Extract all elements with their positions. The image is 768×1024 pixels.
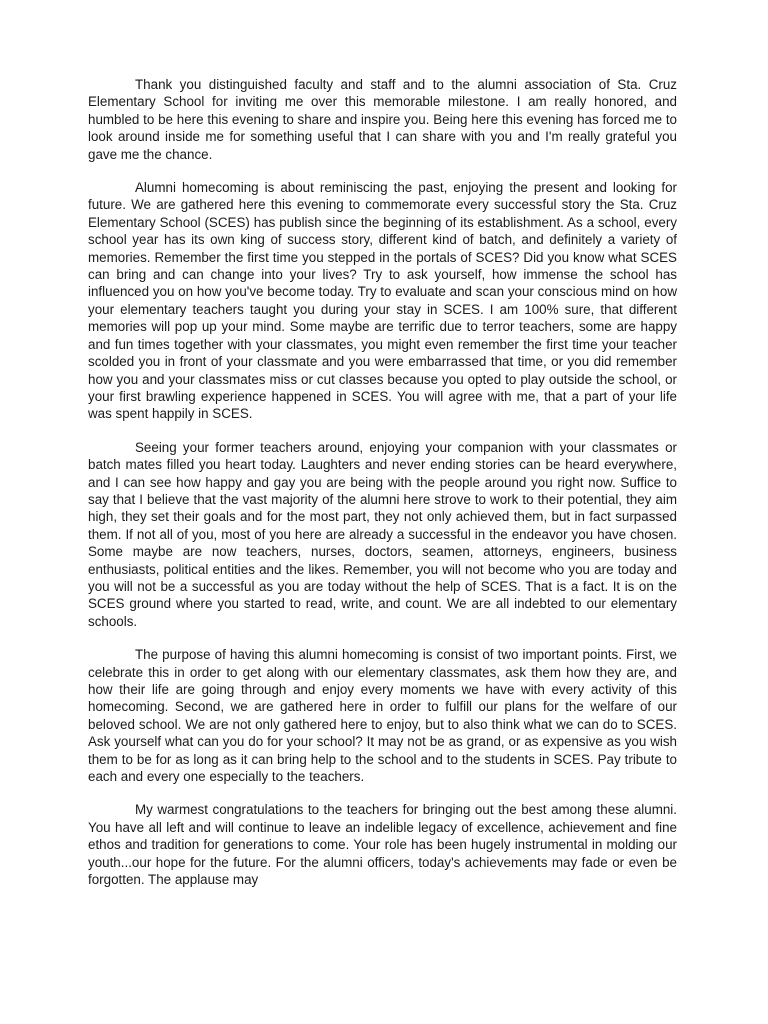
paragraph-purpose: The purpose of having this alumni homecoming is consist of two important points. First, we celebrate this in order to get along with our elementary classmates, ask them how they are, and how their life are going through and enjoy every moments we have with every activity of this homecoming. Second, we are gathered here in order to fulfill our plans for the welfare of our beloved school. We are not only gathered here to enjoy, but to also think what we can do to SCES. Ask yourself what can you do for your school? It may not be as grand, or as expensive as you wish them to be for as long as it can bring help to the school and to the students in SCES. Pay tribute to each and every one especially to the teachers. bbox=[88, 647, 677, 785]
paragraph-thank-you: Thank you distinguished faculty and staff and to the alumni association of Sta. Cruz Elementary School for inviting me over this memorable milestone. I am really honored, and humbled to be here this evening to share and inspire you. Being here this evening has forced me to look around inside me for something useful that I can share with you and I'm really grateful you gave me the chance. bbox=[88, 77, 677, 162]
paragraph-former-teachers: Seeing your former teachers around, enjoying your companion with your classmates or batch mates filled you heart today. Laughters and never ending stories can be heard everywhere, and I can see how happy and gay you are being with the people around you right now. Suffice to say that I believe that the vast majority of the alumni here strove to work to their potential, they aim high, they set their goals and for the most part, they not only achieved them, but in fact surpassed them. If not all of you, most of you here are already a successful in the endeavor you have chosen. Some maybe are now teachers, nurses, doctors, seamen, attorneys, engineers, business enthusiasts, political entities and the likes. Remember, you will not become who you are today and you will not be a successful as you are today without the help of SCES. That is a fact. It is on the SCES ground where you started to read, write, and count. We are all indebted to our elementary schools. bbox=[88, 439, 677, 629]
speech-body bbox=[88, 76, 677, 904]
paragraph-homecoming: Alumni homecoming is about reminiscing the past, enjoying the present and looking for future. We are gathered here this evening to commemorate every successful story the Sta. Cruz Elementary School (SCES) has publish since the beginning of its establishment. As a school, every school year has its own king of success story, different kind of batch, and definitely a variety of memories. Remember the first time you stepped in the portals of SCES? Did you know what SCES can bring and can change into your lives? Try to ask yourself, how immense the school has influenced you on how you've become today. Try to evaluate and scan your conscious mind on how your elementary teachers taught you during your stay in SCES. I am 100% sure, that different memories will pop up your mind. Some maybe are terrific due to terror teachers, some are happy and fun times together with your classmates, you might even remember the first time your teacher scolded you in front of your classmate and you were embarrassed that time, or you did remember how you and your classmates miss or cut classes because you opted to play outside the school, or your first brawling experience happened in SCES. You will agree with me, that a part of your life was spent happily in SCES. bbox=[88, 180, 677, 422]
paragraph-congratulations: My warmest congratulations to the teachers for bringing out the best among these alumni. You have all left and will continue to leave an indelible legacy of excellence, achievement and fine ethos and tradition for generations to come. Your role has been hugely instrumental in molding our youth...our hope for the future. For the alumni officers, today's achievements may fade or even be forgotten. The applause may bbox=[88, 802, 677, 888]
